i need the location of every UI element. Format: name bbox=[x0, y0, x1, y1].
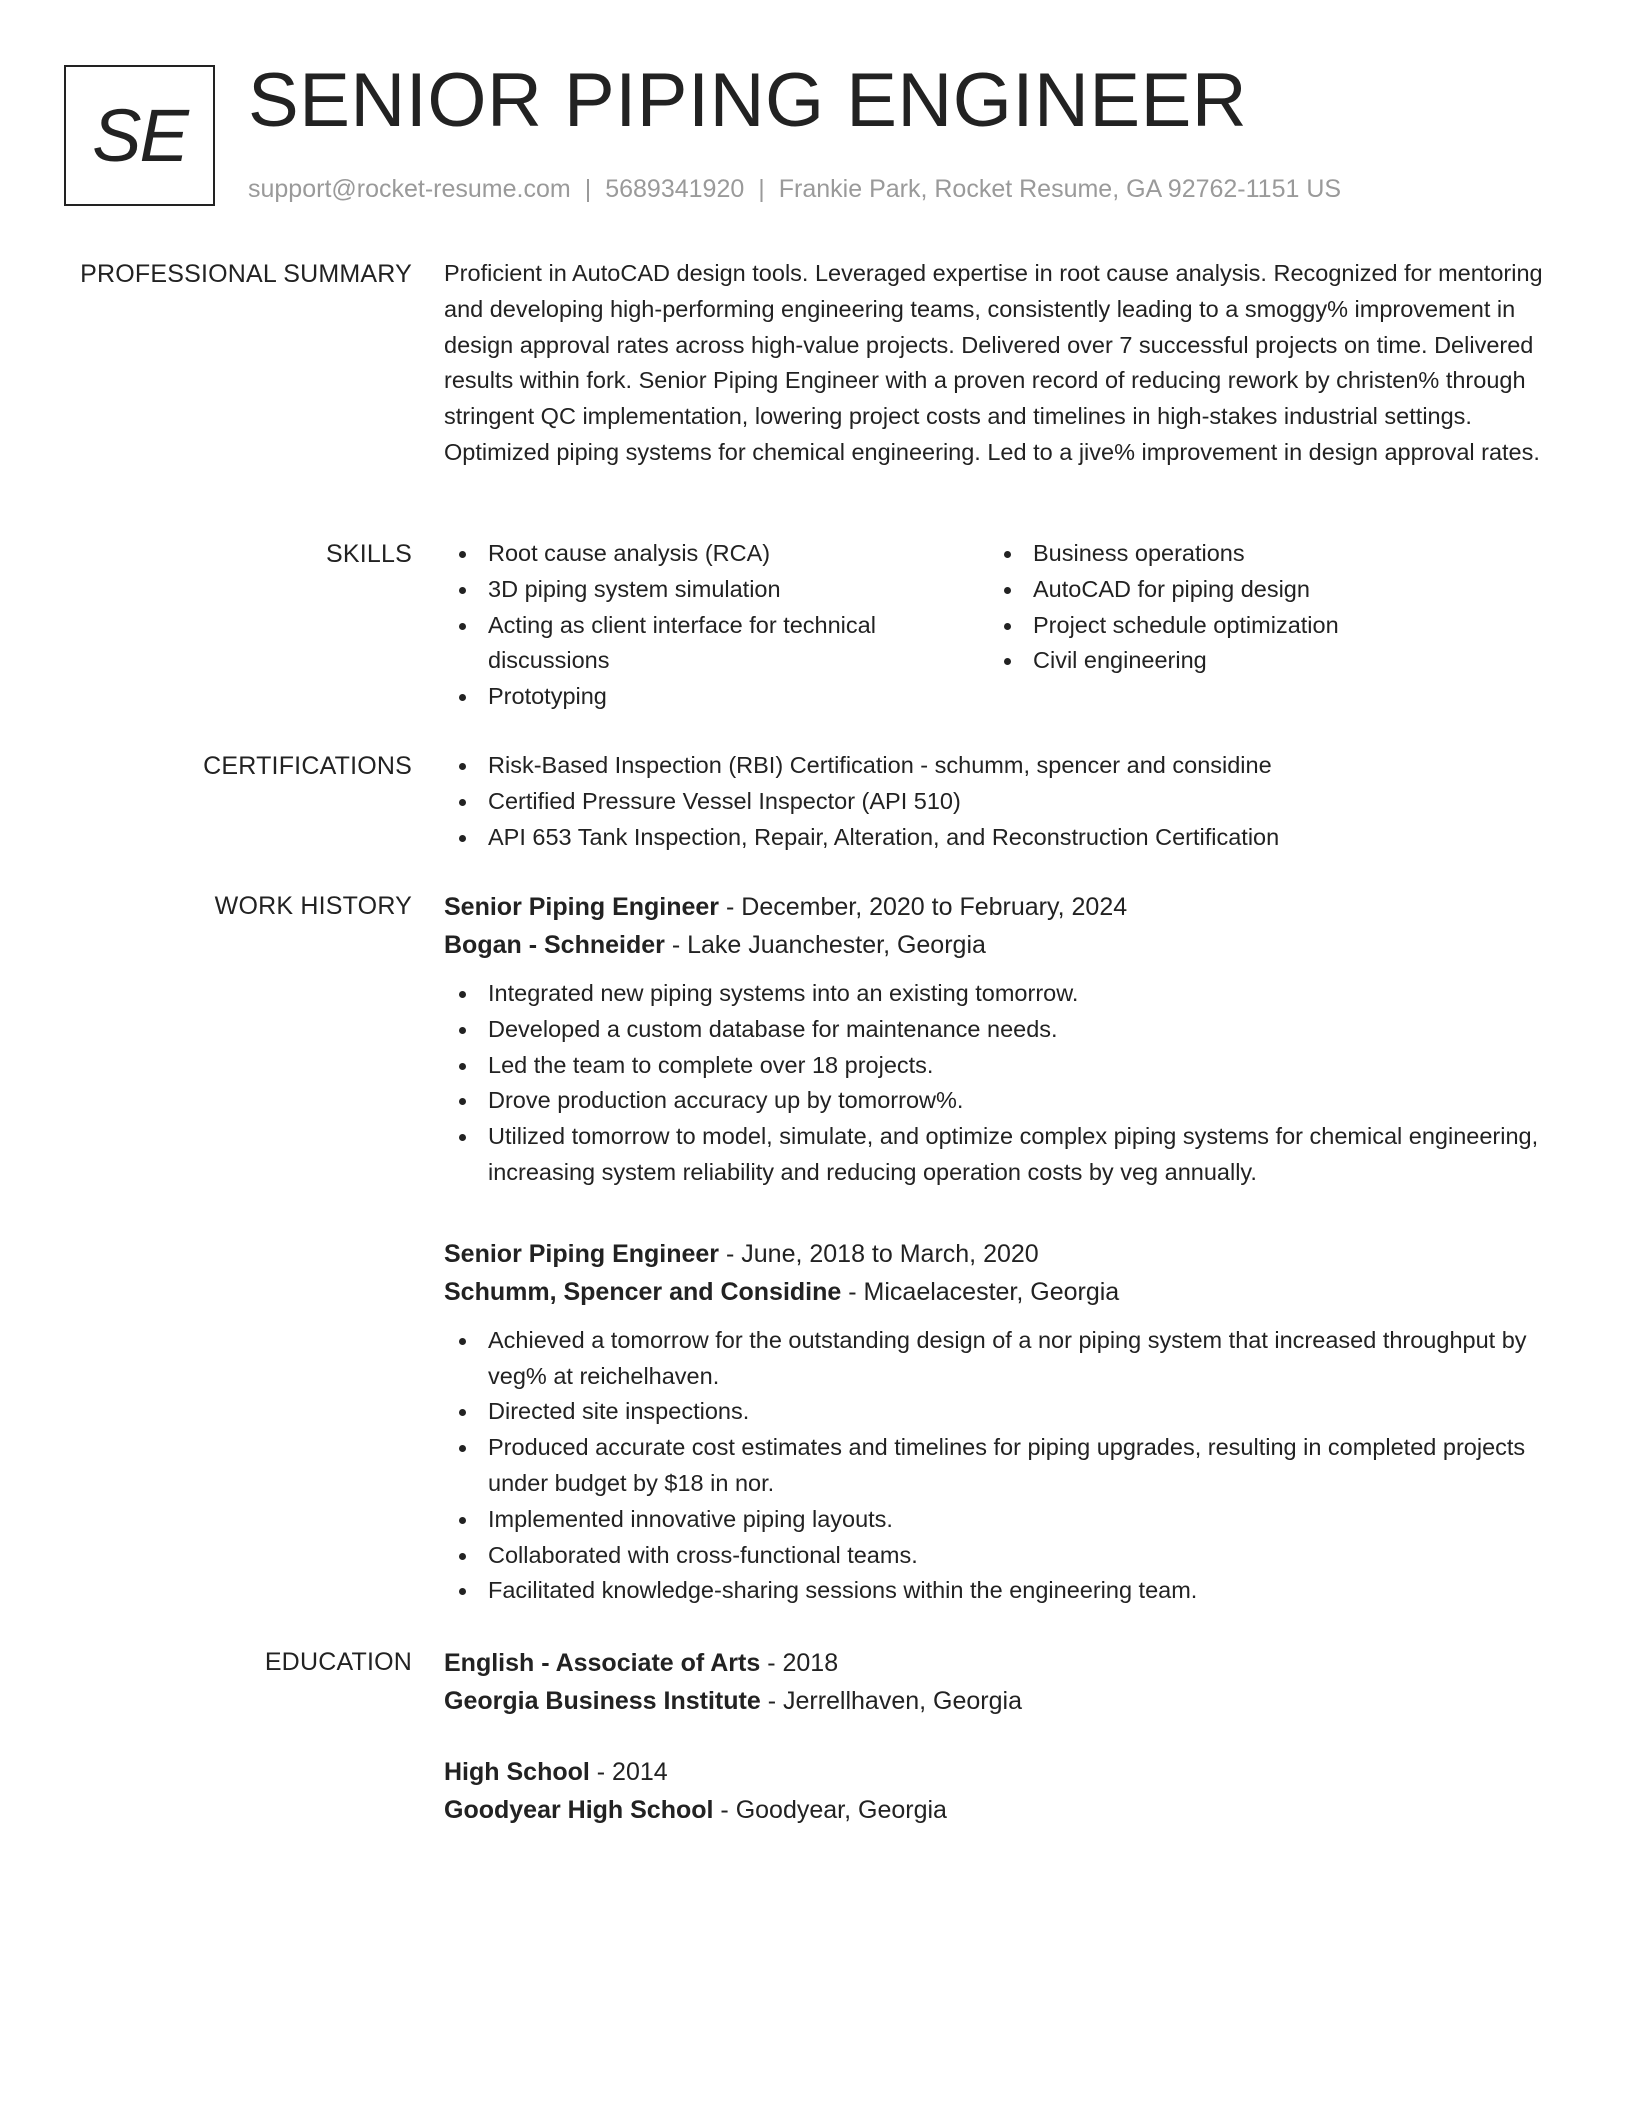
contact-address: Frankie Park, Rocket Resume, GA 92762-1151 US bbox=[778, 175, 1342, 203]
section-label-work-history: WORK HISTORY bbox=[214, 892, 412, 920]
list-item: Integrated new piping systems into an existing tomorrow. bbox=[444, 976, 1554, 1012]
job-bullets bbox=[444, 1323, 1554, 1609]
skills-column-1 bbox=[444, 536, 989, 715]
education-degree-line bbox=[444, 1753, 1554, 1791]
list-item: Implemented innovative piping layouts. bbox=[444, 1502, 1554, 1538]
education-body bbox=[444, 1644, 1554, 1829]
job-company: Schumm, Spencer and Considine bbox=[444, 1277, 842, 1306]
education-degree: English - Associate of Arts bbox=[444, 1649, 761, 1677]
section-label-certifications: CERTIFICATIONS bbox=[203, 752, 412, 780]
education-location: - Goodyear, Georgia bbox=[713, 1796, 947, 1824]
job-location: - Lake Juanchester, Georgia bbox=[664, 931, 986, 959]
list-item: Led the team to complete over 18 projects. bbox=[444, 1048, 1554, 1084]
job-title-line bbox=[444, 1235, 1554, 1273]
job-dates: - June, 2018 to March, 2020 bbox=[719, 1239, 1039, 1268]
monogram-badge bbox=[64, 65, 215, 206]
list-item: Collaborated with cross-functional teams. bbox=[444, 1538, 1554, 1574]
job-entry bbox=[444, 1235, 1554, 1609]
education-degree-line bbox=[444, 1644, 1554, 1682]
list-item: Developed a custom database for maintenance needs. bbox=[444, 1012, 1554, 1048]
job-entry bbox=[444, 888, 1554, 1191]
education-location: - Jerrellhaven, Georgia bbox=[760, 1687, 1022, 1715]
list-item: AutoCAD for piping design bbox=[989, 572, 1534, 608]
section-label-education: EDUCATION bbox=[264, 1648, 412, 1676]
list-item: Project schedule optimization bbox=[989, 608, 1534, 644]
education-entry bbox=[444, 1644, 1554, 1720]
list-item: Root cause analysis (RCA) bbox=[444, 536, 989, 572]
list-item: Acting as client interface for technical discussions bbox=[444, 608, 989, 680]
education-school-line bbox=[444, 1791, 1554, 1829]
work-history-body bbox=[444, 888, 1554, 1609]
section-label-summary: PROFESSIONAL SUMMARY bbox=[80, 260, 412, 288]
education-school: Goodyear High School bbox=[444, 1796, 714, 1824]
list-item: Produced accurate cost estimates and timelines for piping upgrades, resulting in completed projects under budget by $18 in nor. bbox=[444, 1430, 1554, 1502]
education-entry bbox=[444, 1753, 1554, 1829]
list-item: Certified Pressure Vessel Inspector (API 510) bbox=[444, 784, 1554, 820]
list-item: API 653 Tank Inspection, Repair, Alteration, and Reconstruction Certification bbox=[444, 820, 1554, 856]
summary-body bbox=[444, 256, 1554, 471]
education-year: - 2014 bbox=[589, 1758, 668, 1786]
list-item: Directed site inspections. bbox=[444, 1394, 1554, 1430]
job-bullets bbox=[444, 976, 1554, 1191]
contact-separator: | bbox=[584, 175, 592, 203]
job-location: - Micaelacester, Georgia bbox=[841, 1277, 1120, 1306]
page-title: SENIOR PIPING ENGINEER bbox=[248, 58, 1248, 143]
list-item: Business operations bbox=[989, 536, 1534, 572]
section-label-skills: SKILLS bbox=[326, 540, 412, 568]
list-item: 3D piping system simulation bbox=[444, 572, 989, 608]
job-title: Senior Piping Engineer bbox=[444, 893, 720, 921]
list-item: Civil engineering bbox=[989, 643, 1534, 679]
education-degree: High School bbox=[444, 1758, 590, 1786]
list-item: Drove production accuracy up by tomorrow%. bbox=[444, 1083, 1554, 1119]
job-company: Bogan - Schneider bbox=[444, 931, 665, 959]
monogram-initials: SE bbox=[92, 94, 187, 177]
contact-phone: 5689341920 bbox=[605, 175, 745, 203]
certifications-list bbox=[444, 748, 1554, 855]
education-year: - 2018 bbox=[760, 1649, 839, 1677]
job-title-line bbox=[444, 888, 1554, 926]
education-school: Georgia Business Institute bbox=[444, 1687, 761, 1715]
certifications-body bbox=[444, 748, 1554, 855]
summary-text: Proficient in AutoCAD design tools. Leveraged expertise in root cause analysis. Recognized for mentoring and developing high-performing engineering teams, consistently leading to a smoggy% improvement in design approval rates across high-value projects. Delivered over 7 successful projects on time. Delivered results within fork. Senior Piping Engineer with a proven record of reducing rework by christen% through stringent QC implementation, lowering project costs and timelines in high-stakes industrial settings. Optimized piping systems for chemical engineering. Led to a jive% improvement in design approval rates. bbox=[444, 260, 1543, 465]
list-item: Facilitated knowledge-sharing sessions within the engineering team. bbox=[444, 1573, 1554, 1609]
list-item: Achieved a tomorrow for the outstanding design of a nor piping system that increased throughput by veg% at reichelhaven. bbox=[444, 1323, 1554, 1395]
contact-separator: | bbox=[758, 175, 765, 203]
job-dates: - December, 2020 to February, 2024 bbox=[719, 893, 1128, 921]
list-item: Prototyping bbox=[444, 679, 989, 715]
job-company-line bbox=[444, 926, 1554, 964]
list-item: Utilized tomorrow to model, simulate, and optimize complex piping systems for chemical engineering, increasing system reliability and reducing operation costs by veg annually. bbox=[444, 1119, 1554, 1191]
education-school-line bbox=[444, 1682, 1554, 1720]
skills-column-2 bbox=[989, 536, 1534, 715]
list-item: Risk-Based Inspection (RBI) Certification - schumm, spencer and considine bbox=[444, 748, 1554, 784]
contact-email: support@rocket-resume.com bbox=[248, 175, 571, 203]
skills-body bbox=[444, 536, 1554, 715]
job-title: Senior Piping Engineer bbox=[444, 1239, 720, 1268]
contact-line bbox=[248, 172, 1341, 206]
job-company-line bbox=[444, 1273, 1554, 1311]
